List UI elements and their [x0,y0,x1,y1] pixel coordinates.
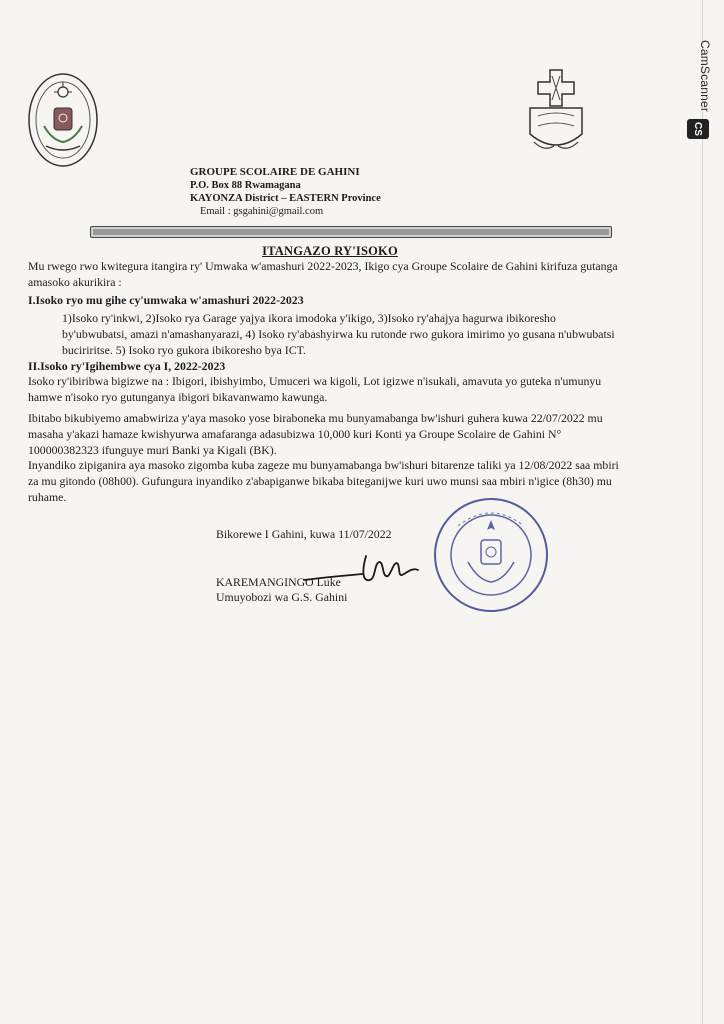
document-title: ITANGAZO RY'ISOKO [262,244,398,258]
camscanner-label: CamScanner [698,40,712,113]
header-divider [90,226,612,238]
camscanner-badge-icon: CS [687,119,709,139]
sign-date: Bikorewe I Gahini, kuwa 11/07/2022 [216,527,392,541]
signer-role: Umuyobozi wa G.S. Gahini [216,590,348,604]
rwanda-seal-icon [24,68,102,172]
letterhead [190,166,490,218]
email: Email : gsgahini@gmail.com [200,206,324,217]
school-crest-icon [520,64,592,160]
tender-documents-paragraph: Ibitabo bikubiyemo amabwiriza y'aya masoko yose biraboneka mu bunyamabanga bw'ishuri guhera kuwa 22/07/2022 mu masaha y'akazi hamaze kwishyurwa amafaranga adasubizwa 10,000 kuri Konti ya Groupe Scolaire de Gahini N° 100000382323 ifunguye muri Banki ya Kigali (BK). [28,411,603,457]
po-box: P.O. Box 88 Rwamagana [190,180,301,191]
scan-edge [702,0,703,1024]
intro-paragraph: Mu rwego rwo kwitegura itangira ry' Umwaka w'amashuri 2022-2023, Ikigo cya Groupe Scolaire de Gahini kirifuza gutanga amasoko akurikira : [28,259,618,289]
district: KAYONZA District – EASTERN Province [190,193,381,204]
submission-paragraph: Inyandiko zipiganira aya masoko zigomba kuba zageze mu bunyamabanga bw'ishuri bitarenze taliki ya 12/08/2022 saa mbiri za mu gitondo (08h00). Gufungura inyandiko z'abapiganwe bikaba biteganijwe kuri uwo munsi saa mbiri n'igice (8h30) mu ruhame. [28,458,619,504]
section1-items: 1)Isoko ry'inkwi, 2)Isoko rya Garage yajya ikora imodoka y'ikigo, 3)Isoko ry'ahajya hagurwa ibikoresho by'ubwubatsi, amazi n'amashanyarazi, 4) Isoko ry'abashyirwa ku rutonde rwo gukora imirimo yo gusana n'ubwubatsi buciriritse. 5) Isoko ryo gukora ibikoresho bya ICT. [62,311,615,357]
school-name: GROUPE SCOLAIRE DE GAHINI [190,166,360,178]
camscanner-watermark [676,40,716,140]
signer-name: KAREMANGINGO Luke [216,575,341,589]
section2-text: Isoko ry'ibiribwa bigizwe na : Ibigori, ibishyimbo, Umuceri wa kigoli, Lot igizwe n'isukali, amavuta yo guteka n'umunyu hamwe n'isoko ryo gutunganya ibigori bikavanwamo kawunga. [28,374,602,404]
school-stamp-icon [432,496,550,614]
section2-heading: II.Isoko ry'Igihembwe cya I, 2022-2023 [28,359,226,373]
section1-heading: I.Isoko ryo mu gihe cy'umwaka w'amashuri 2022-2023 [28,293,304,307]
